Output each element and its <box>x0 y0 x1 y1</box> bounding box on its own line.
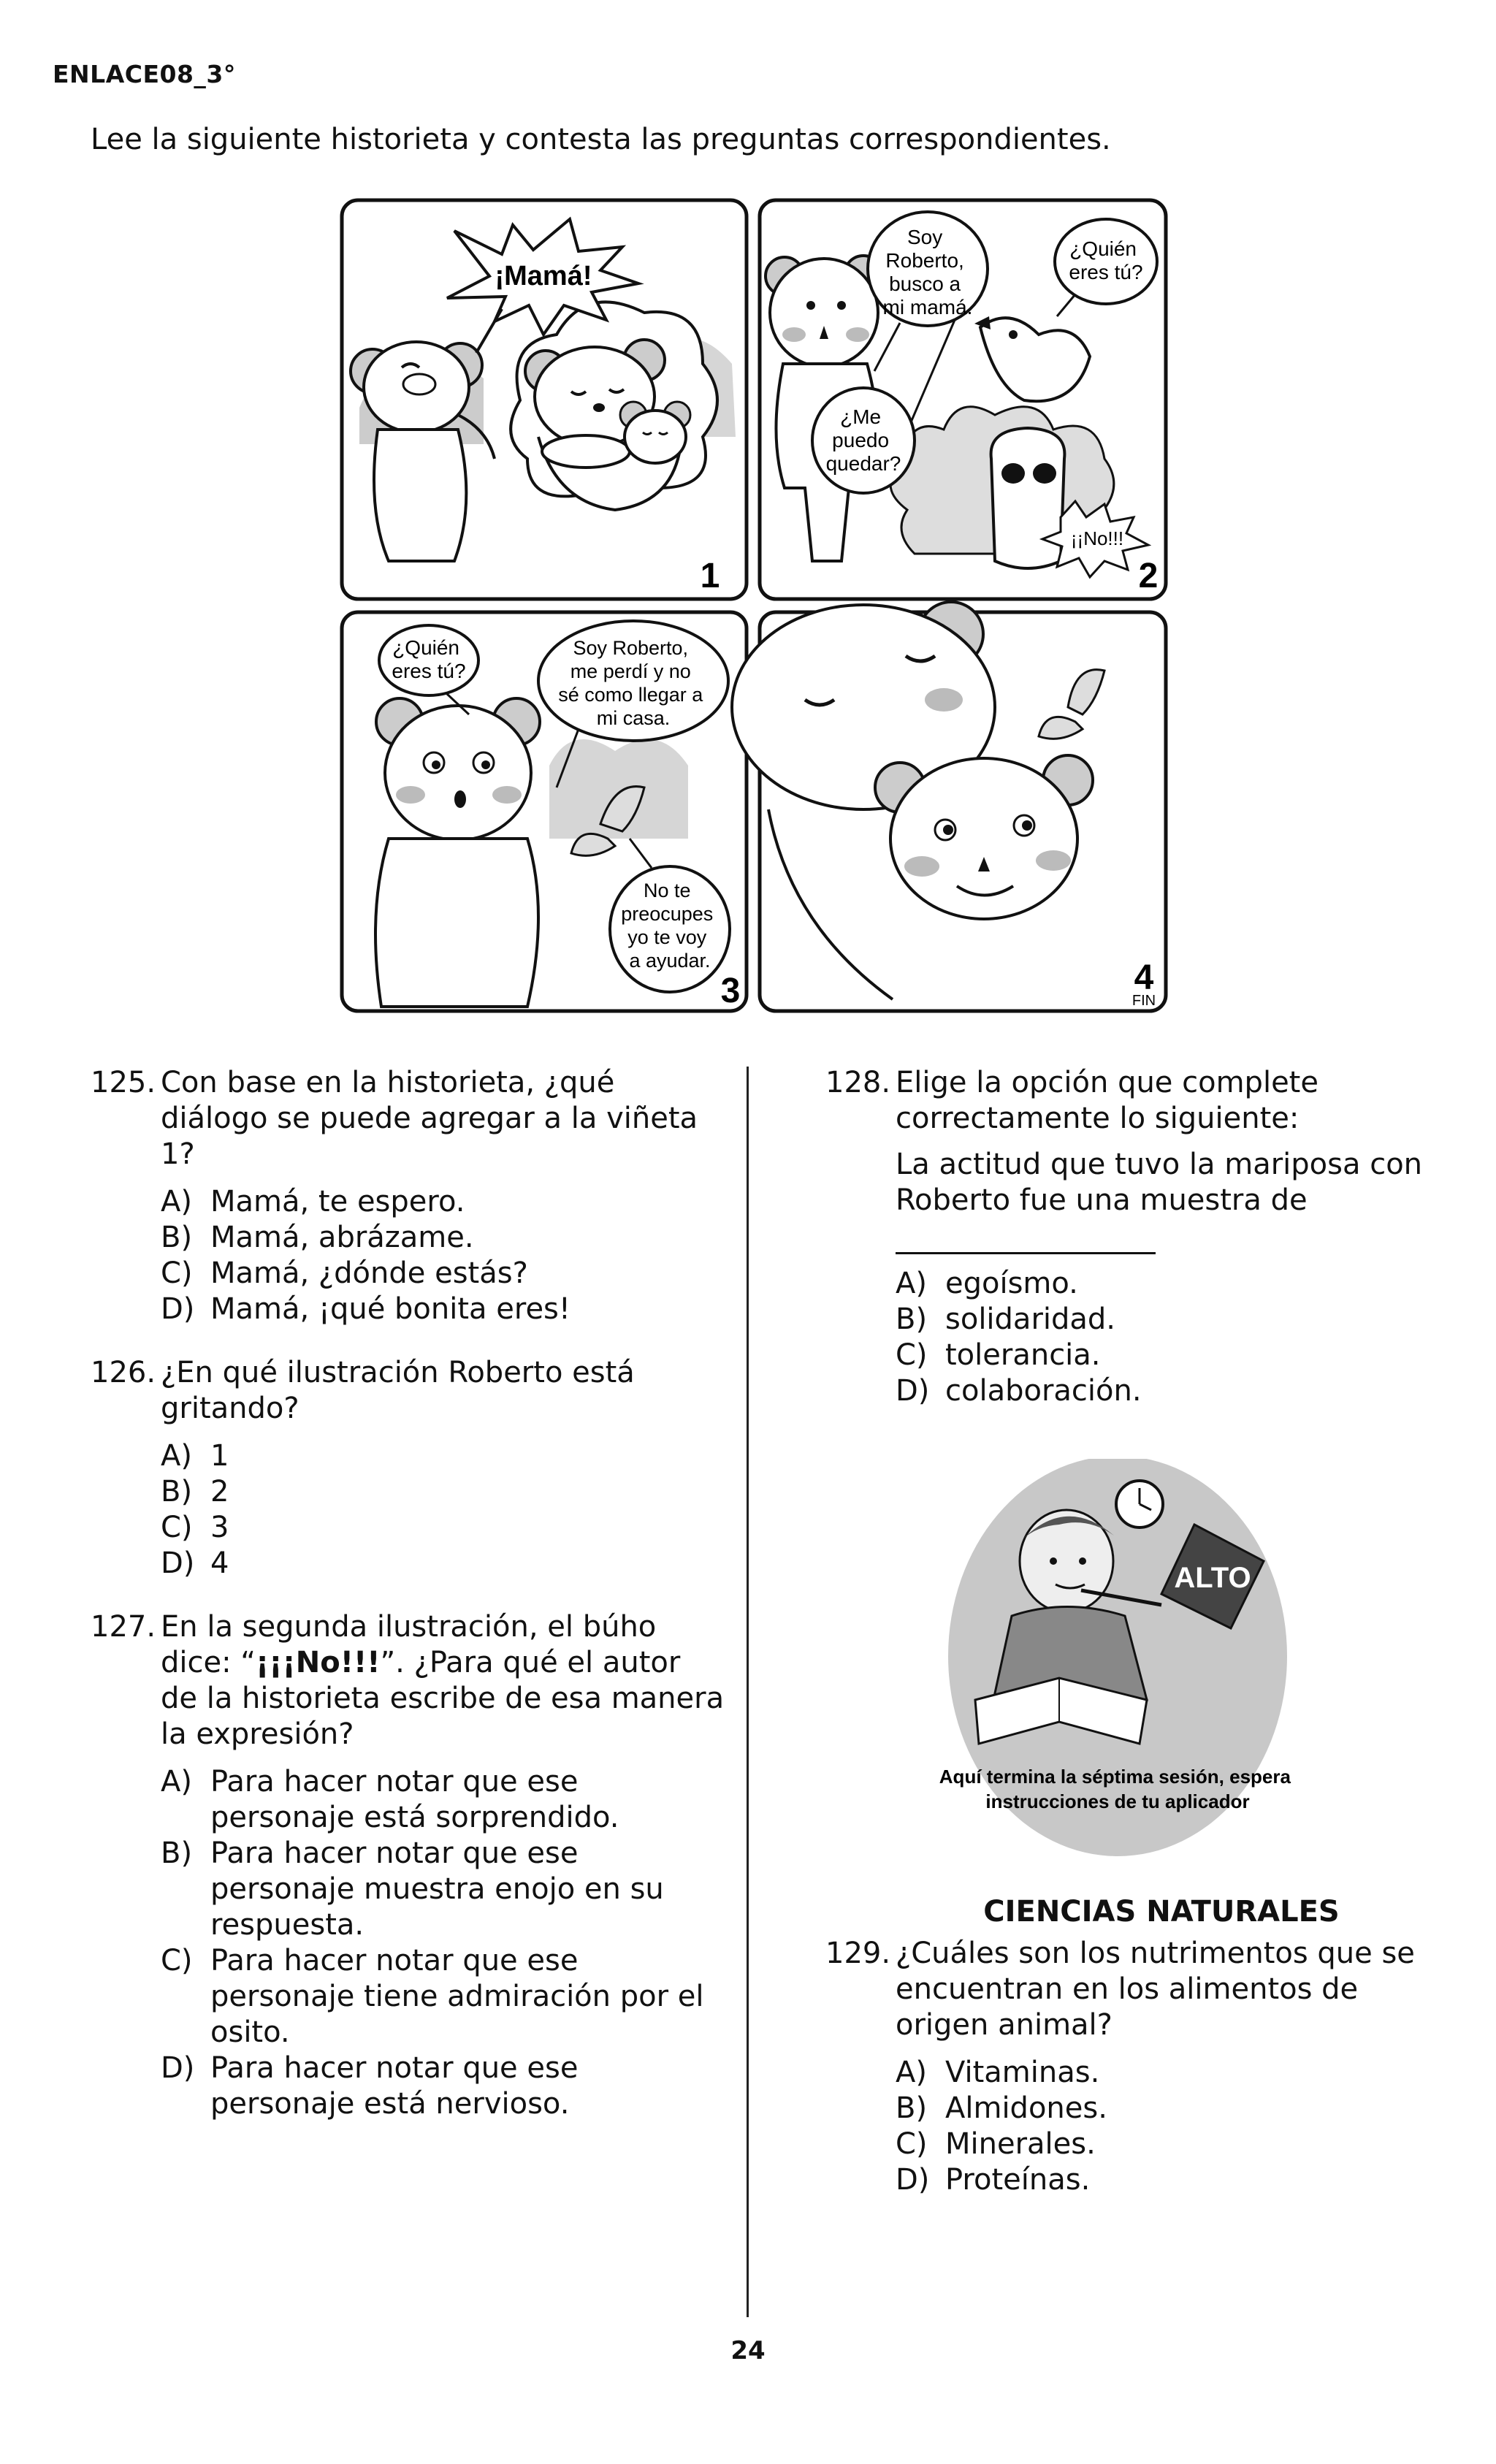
option-b: B) 2 <box>161 1475 229 1508</box>
instructions: Lee la siguiente historieta y contesta las preguntas correspondientes. <box>91 123 1111 156</box>
question-number: 127. <box>91 1610 156 1644</box>
comic-panel-4 <box>732 602 1166 1011</box>
panel3-bubble-no: No te preocupes yo te voy a ayudar. <box>621 880 714 972</box>
option-c: C) 3 <box>161 1511 229 1544</box>
panel3-bubble-soy: Soy Roberto, me perdí y no sé como llegar a mi casa. <box>558 637 703 729</box>
options-list <box>161 1184 726 1327</box>
option-b: B) solidaridad. <box>896 1302 1116 1336</box>
option-c: C) tolerancia. <box>896 1338 1101 1372</box>
option-d: D) Para hacer notar que ese personaje está nervioso. <box>161 2051 579 2121</box>
session-end-caption: Aquí termina la séptima sesión, espera instrucciones de tu aplicador <box>939 1766 1291 1812</box>
options-list <box>161 1438 726 1582</box>
svg-text:ALTO: ALTO <box>1174 1562 1251 1594</box>
baby-bear <box>620 402 690 463</box>
question-text: Con base en la historieta, ¿qué diálogo se puede agregar a la viñeta 1? <box>161 1066 698 1171</box>
comic-panel-1 <box>342 200 747 599</box>
option-c: C) Para hacer notar que ese personaje tiene admiración por el osito. <box>161 1944 704 2049</box>
question-text: Elige la opción que complete correctamente lo siguiente: <box>896 1066 1318 1135</box>
comic-panel-3 <box>342 612 747 1011</box>
owl-expression: ¡¡¡No!!! <box>256 1646 381 1679</box>
option-b: B) Para hacer notar que ese personaje muestra enojo en su respuesta. <box>161 1836 664 1942</box>
clock-icon <box>1116 1481 1163 1527</box>
page-number: 24 <box>730 2336 766 2365</box>
panel2-number: 2 <box>1138 557 1159 595</box>
question-statement: La actitud que tuvo la mariposa con Roberto fue una muestra de <box>896 1148 1423 1217</box>
owl <box>991 428 1065 568</box>
question-text: ¿En qué ilustración Roberto está gritando? <box>161 1356 635 1425</box>
option-a: A) 1 <box>161 1439 229 1473</box>
option-d: D) Mamá, ¡qué bonita eres! <box>161 1292 570 1326</box>
question-number: 125. <box>91 1066 156 1099</box>
panel2-bubble-me: ¿Me puedo quedar? <box>825 405 901 475</box>
option-a: A) Mamá, te espero. <box>161 1185 465 1218</box>
panel1-shout-text: ¡Mamá! <box>495 261 592 291</box>
question-125 <box>91 1065 726 1327</box>
question-number: 129. <box>825 1937 891 1970</box>
panel2-bubble-soy: Soy Roberto, busco a mi mamá. <box>882 226 973 319</box>
panel3-number: 3 <box>720 972 741 1010</box>
comic-strip <box>337 196 1170 1014</box>
right-column <box>825 1065 1446 2226</box>
options-list <box>161 1764 726 2122</box>
question-number: 128. <box>825 1066 891 1099</box>
roberto-bear <box>375 698 540 1007</box>
question-text: ¿Cuáles son los nutrimentos que se encuentran en los alimentos de origen animal? <box>896 1937 1415 2042</box>
panel3-bubble-quien: ¿Quién eres tú? <box>392 636 466 682</box>
question-126 <box>91 1355 726 1582</box>
column-divider <box>747 1067 749 2317</box>
option-c: C) Minerales. <box>896 2127 1096 2161</box>
panel4-number: 4 <box>1134 958 1154 997</box>
comic-panel-2 <box>760 200 1166 599</box>
question-128 <box>825 1065 1446 1409</box>
option-d: D) 4 <box>161 1546 229 1580</box>
option-d: D) colaboración. <box>896 1374 1142 1408</box>
option-a: A) egoísmo. <box>896 1267 1078 1300</box>
left-column <box>91 1065 726 2150</box>
question-text: En la segunda ilustración, el búho dice: “¡¡¡No!!!”. ¿Para qué el autor de la historieta escribe de esa manera la expresión? <box>161 1610 725 1751</box>
question-127 <box>91 1609 726 2122</box>
options-list <box>896 2055 1446 2198</box>
option-d: D) Proteínas. <box>896 2163 1091 2197</box>
question-number: 126. <box>91 1356 156 1389</box>
question-129 <box>825 1936 1446 2198</box>
panel1-number: 1 <box>700 557 720 595</box>
panel4-fin: FIN <box>1131 993 1156 1009</box>
exam-code: ENLACE08_3° <box>53 60 236 88</box>
option-a: A) Vitaminas. <box>896 2056 1100 2089</box>
option-b: B) Almidones. <box>896 2091 1107 2125</box>
section-title: CIENCIAS NATURALES <box>983 1895 1340 1929</box>
option-c: C) Mamá, ¿dónde estás? <box>161 1256 528 1290</box>
session-end-notice <box>825 1459 1446 1868</box>
answer-blank <box>896 1226 1156 1254</box>
panel2-bubble-quien: ¿Quién eres tú? <box>1069 237 1143 283</box>
option-a: A) Para hacer notar que ese personaje está sorprendido. <box>161 1765 619 1834</box>
panel2-owl-shout: ¡¡No!!! <box>1070 527 1124 549</box>
option-b: B) Mamá, abrázame. <box>161 1221 474 1254</box>
options-list <box>896 1266 1446 1409</box>
